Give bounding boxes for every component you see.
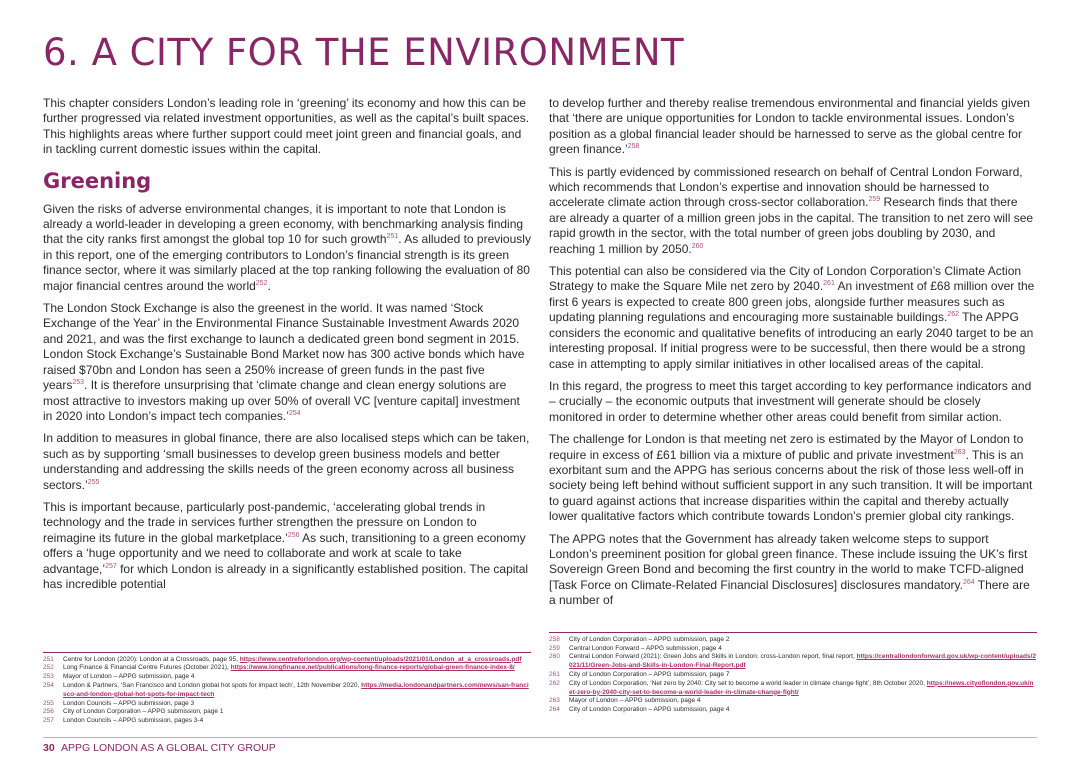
footnote-ref[interactable]: 261: [823, 280, 835, 288]
paragraph: [549, 532, 1037, 609]
footer-title: APPG LONDON AS A GLOBAL CITY GROUP: [61, 742, 276, 754]
footnote-text: City of London Corporation – APPG submission, page 2: [569, 635, 730, 643]
footnote-text: Mayor of London – APPG submission, page 4: [569, 697, 701, 705]
column-spacer: [549, 616, 1037, 632]
footnote: [43, 700, 531, 709]
footnote: [43, 673, 531, 682]
footnote-text: London Councils – APPG submission, pages 3-4: [63, 717, 204, 725]
text-run: This is partly evidenced by commissioned research on behalf of Central London Forward, which recommends that London’s expertise and innovation should be harnessed to accelerate climate action through cross-sector collaboration.: [549, 164, 1023, 210]
footnote-ref[interactable]: 260: [691, 242, 704, 250]
text-run: The APPG notes that the Government has already taken welcome steps to support London’s preeminent position for global green finance. These include issuing the UK’s first Sovereign Green Bond and becoming the first country in the world to make TCFD-aligned [Task Force on Climate-Related Financial Disclosures] disclosures mandatory.: [549, 531, 1028, 592]
footnote-body: [63, 664, 515, 673]
footnote-text: City of London Corporation – APPG submission, page 7: [569, 671, 730, 679]
footnote-number: 264: [549, 706, 560, 714]
text-run: An investment of £68 million over the first 6 years is expected to create 800 green jobs, alongside further measures such as updating planning regulations and encouraging more sustainable buildings.: [549, 279, 1035, 325]
left-column-wrapper: [43, 96, 531, 735]
footnote-ref[interactable]: 251: [386, 233, 399, 241]
footnote-link[interactable]: https://centrallondonforward.gov.uk/wp-content/uploads/2021/11/Green-Jobs-and-Skills-in-London-Final-Report.pdf: [569, 653, 1036, 670]
footnote-ref[interactable]: 263: [953, 448, 966, 456]
footnotes-left: [43, 652, 531, 726]
footnote-body: [569, 645, 722, 654]
text-run: . It is therefore unsurprising that ‘climate change and clean energy solutions are most attractive to investors making up over 50% of overall VC [venture capital] investment in 2020 into London’s impact tech companies.’: [43, 378, 520, 423]
footnote-ref[interactable]: 258: [627, 143, 640, 151]
footnote-number: 260: [549, 653, 560, 661]
footnote-body: [569, 697, 701, 706]
footnote: [549, 706, 1037, 715]
right-column: [549, 96, 1037, 616]
footnote: [43, 708, 531, 717]
text-run: for which London is already in a significantly established position. The capital has incredible potential: [43, 561, 529, 591]
footnote-ref[interactable]: 264: [962, 578, 975, 586]
footnote-number: 258: [549, 635, 560, 643]
text-run: In addition to measures in global finance, there are also localised steps which can be taken, such as by supporting ‘small businesses to develop green business models and better understanding and addressing the skills needs of the green economy across all business sectors.’: [43, 431, 530, 492]
footnote-number: 262: [549, 679, 560, 687]
page-number: 30: [43, 742, 55, 754]
body-columns: [43, 96, 1037, 735]
text-run: Research finds that there are already a quarter of a million green jobs in the capital. The transition to net zero will see rapid growth in the sector, with the total number of green jobs doubling by 2030, and reaching 1 million by 2050.: [549, 195, 1034, 256]
footnote-ref[interactable]: 253: [72, 379, 85, 387]
footnote-number: 254: [43, 682, 54, 690]
text-run: . As alluded to previously in this report, one of the emerging contributors to London’s financial strength is its green finance sector, where it was similarly placed at the top ranking following the evaluation of 80 major financial centres around the world: [43, 232, 531, 293]
footnote-number: 257: [43, 717, 54, 725]
footnote-text: London & Partners, ‘San Francisco and London global hot spots for impact tech’, 12th November 2020,: [63, 682, 362, 690]
footnote: [549, 645, 1037, 654]
paragraph: [549, 96, 1037, 158]
paragraph: [549, 379, 1037, 425]
footnote-link[interactable]: https://media.londonandpartners.com/news/san-francisco-and-london-global-hot-spots-for-impact-tech: [63, 682, 529, 698]
footnote-text: Central London Forward – APPG submission, page 4: [569, 644, 722, 652]
paragraph: [549, 432, 1037, 524]
footnote-text: Mayor of London – APPG submission, page 4: [63, 673, 195, 681]
text-run: The London Stock Exchange is also the greenest in the world. It was named ‘Stock Exchange of the Year’ in the Environmental Finance Sustainable Investment Awards 2020 and 2021, and was the first exchange to launch a dedicated green bond segment in 2015. London Stock Exchange’s Sustainable Bond Market now has 300 active bonds which have raised $70bn and London has seen a 250% increase of green funds in the past five years: [43, 301, 525, 393]
footnote-number: 252: [43, 664, 54, 672]
text-run: There are a number of: [549, 577, 1030, 608]
right-column-wrapper: [549, 96, 1037, 735]
footnote-number: 253: [43, 673, 54, 681]
footnote: [43, 717, 531, 726]
footnote-link[interactable]: https://www.centreforlondon.org/wp-content/uploads/2021/01/London_at_a_crossroads.pdf: [239, 655, 522, 663]
footnote: [549, 680, 1037, 698]
footnote: [549, 636, 1037, 645]
text-run: This potential can also be considered via the City of London Corporation’s Climate Action Strategy to make the Square Mile net zero by 2040.: [549, 264, 1022, 294]
footnote-body: [63, 673, 195, 682]
footnote: [43, 656, 531, 665]
footnote-text: City of London Corporation – APPG submission, page 1: [63, 708, 224, 716]
footnote-ref[interactable]: 255: [87, 478, 100, 486]
footnote: [549, 653, 1037, 671]
footnote-text: City of London Corporation – APPG submission, page 4: [569, 706, 730, 714]
footnote: [549, 697, 1037, 706]
footnote-body: [63, 708, 223, 717]
paragraph: [43, 96, 531, 158]
footnote-number: 251: [43, 655, 54, 663]
footnote-text: Centre for London (2020): London at a Crossroads, page 95,: [63, 655, 240, 663]
footnote-text: Long Finance & Financial Centre Futures (October 2021),: [63, 664, 231, 672]
paragraph: [549, 165, 1037, 257]
footnote: [549, 671, 1037, 680]
footnote-ref[interactable]: 257: [105, 562, 117, 570]
footnote-body: [569, 680, 1037, 698]
footnote-ref[interactable]: 256: [287, 531, 300, 539]
text-run: Given the risks of adverse environmental changes, it is important to note that London is already a world-leader in developing a green economy, with benchmarking analysis finding that the city ranks first amongst the global top 10 for such growth: [43, 201, 524, 247]
page-footer: [43, 738, 1037, 755]
text-run: . This is an exorbitant sum and the APPG has serious concerns about the risk of those less well-off in society being left behind without sufficient support in any such transition. It will be important to guard against actions that increase disparities within the capital and thereby actually lower qualitative factors which contribute towards London’s premier global city rankings.: [549, 447, 1033, 524]
footnote-link[interactable]: https://news.cityoflondon.gov.uk/net-zero-by-2040-city-set-to-become-a-world-leader-in-climate-change-fight/: [569, 679, 1034, 696]
footnote-ref[interactable]: 259: [868, 196, 881, 204]
text-run: The challenge for London is that meeting net zero is estimated by the Mayor of London to require in excess of £61 billion via a mixture of public and private investment: [549, 432, 1024, 462]
footnote-ref[interactable]: 252: [255, 279, 268, 287]
footnote-number: 255: [43, 699, 54, 707]
footnote-number: 263: [549, 697, 560, 705]
footnote: [43, 664, 531, 673]
footnote-text: London Councils – APPG submission, page 3: [63, 699, 195, 707]
text-run: .: [267, 278, 271, 293]
footnote-body: [569, 636, 729, 645]
footnote-ref[interactable]: 254: [288, 409, 301, 417]
paragraph: [549, 264, 1037, 372]
paragraph: [43, 431, 531, 493]
footnote-body: [63, 682, 531, 700]
text-run: The APPG considers the economic and qualitative benefits of introducing an early 2040 target to be an interesting proposal. If initial progress were to be successful, then there would be a strong case in attempting to apply similar initiatives in other localised areas of the capital.: [549, 310, 1034, 371]
footnote-body: [569, 653, 1037, 671]
paragraph: [43, 301, 531, 424]
footnote-number: 256: [43, 708, 54, 716]
column-spacer: [43, 599, 531, 651]
text-run: This is important because, particularly post-pandemic, ‘accelerating global trends in technology and the trade in services further strengthen the pressure on London to reimagine its future in the global marketplace.’: [43, 499, 486, 545]
footnote-text: City of London Corporation, ‘Net zero by 2040: City set to become a world leader in climate change fight’, 8th October 2020,: [569, 679, 927, 687]
text-run: As such, transitioning to a green economy offers a ‘huge opportunity and we need to collaborate and work at scale to take advantage,’: [43, 530, 526, 576]
text-run: This chapter considers London’s leading role in ‘greening’ its economy and how this can be further progressed via related investment opportunities, as well as the capital’s built spaces. This highlights areas where further support could meet joint green and financial goals, and in tackling current domestic issues within the capital.: [43, 96, 530, 157]
chapter-title: 6. A CITY FOR THE ENVIRONMENT: [43, 31, 685, 74]
section-heading: [43, 168, 531, 194]
footnote-body: [63, 717, 203, 726]
text-run: Greening: [43, 168, 152, 193]
footnote-number: 261: [549, 671, 560, 679]
text-run: In this regard, the progress to meet this target according to key performance indicators and – crucially – the economic outputs that investment will generate should be closely monitored in order to determine whether other areas could benefit from similar action.: [549, 378, 1032, 424]
left-column: [43, 96, 531, 599]
footnote-text: Central London Forward (2021): Green Jobs and Skills in London: cross-London report, final report,: [569, 653, 857, 661]
footnote-ref[interactable]: 262: [947, 311, 959, 319]
footnote-body: [569, 671, 729, 680]
footnote-body: [63, 700, 194, 709]
text-run: to develop further and thereby realise tremendous environmental and financial yields given that ‘there are unique opportunities for London to tackle environmental issues. London’s position as a global financial leader should be harnessed to serve as the global centre for green finance.’: [549, 96, 1030, 157]
footnote-body: [63, 656, 522, 665]
footnote-body: [569, 706, 729, 715]
footnote-link[interactable]: https://www.longfinance.net/publications/long-finance-reports/global-green-finance-index-8/: [230, 664, 515, 672]
footnote-number: 259: [549, 644, 560, 652]
paragraph: [43, 202, 531, 294]
footnote: [43, 682, 531, 700]
footnotes-right: [549, 632, 1037, 715]
paragraph: [43, 500, 531, 592]
